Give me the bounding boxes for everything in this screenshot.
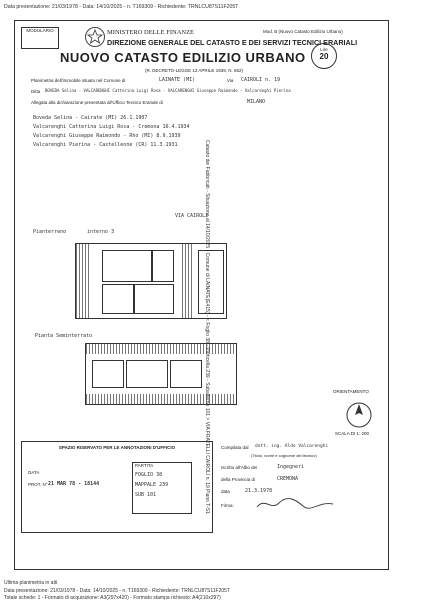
room <box>92 360 124 388</box>
ground-floor-label: Pianterreno <box>33 229 67 235</box>
room <box>126 360 168 388</box>
allegata-label: Allegata alla dichiarazione presentata all'Ufficio Tecnico Erariale di <box>31 100 163 105</box>
room <box>134 284 174 314</box>
ground-floor-note: interno 3 <box>87 229 115 235</box>
compiled-label: Compilata dal <box>221 445 249 450</box>
ditta-label: Ditta <box>31 89 41 94</box>
direction: DIREZIONE GENERALE DEL CATASTO E DEI SERVIZI TECNICI ERARIALI <box>107 38 358 47</box>
signature-label: Firma: <box>221 503 234 508</box>
compiled-role: (Titolo, nome e cognome del tecnico) <box>251 453 317 458</box>
orientation-label: ORIENTAMENTO <box>333 389 369 394</box>
room <box>102 250 152 282</box>
room <box>102 284 134 314</box>
north-arrow-icon <box>345 401 373 429</box>
comune-value: LAINATE (MI) <box>159 77 196 83</box>
basement-plan <box>85 343 237 405</box>
republic-emblem-icon <box>85 27 105 47</box>
prot-label: PROT. N° <box>28 482 48 487</box>
via-label: Via <box>227 78 234 83</box>
owner-1: Boveda Selina - Cairate (MI) 26.1.1907 <box>33 115 148 121</box>
planimetry-sheet <box>14 20 389 570</box>
owner-4: Valcarenghi Pierina - Castelleone (CR) 11.3.1931 <box>33 142 178 148</box>
foglio-value: FOGLIO 38 <box>135 472 163 478</box>
basement-label: Pianta Seminterrato <box>35 333 93 339</box>
prot-value: 21 MAR 78 - 18144 <box>48 481 100 487</box>
wall-hatch <box>76 244 90 318</box>
sub-value: SUB 101 <box>135 492 157 498</box>
albo-label: Iscritto all'Albo dei <box>221 465 258 470</box>
ufficio-value: MILANO <box>247 99 266 105</box>
signature-image <box>255 497 335 511</box>
planimetry-label: Planimetria dell'immobile situato nel Comune di <box>31 78 126 83</box>
via-value: CAIROLI n. 19 <box>241 77 281 83</box>
revenue-stamp <box>311 43 337 69</box>
data-label: DATA <box>28 470 40 475</box>
footer-line-2: Totale schede: 1 - Formato di acquisizione: A3(297x420) - Formato stampa richiesto: A4(210x297) <box>4 595 221 601</box>
date-value: 21.3.1978 <box>245 488 273 494</box>
stair-hatch <box>182 244 194 318</box>
mappale-value: MAPPALE 239 <box>135 482 169 488</box>
page-title: NUOVO CATASTO EDILIZIO URBANO <box>60 50 306 65</box>
ditta-value: BOVEDA Selina - VALCARENGHI Catterina Luigi Rosa - VALCARENGHI Giuseppe Raimondo - Valcarenghi Pierina <box>45 88 291 93</box>
header-line: Data presentazione: 21/03/1978 - Data: 14/10/2025 - n. T169309 - Richiedente: TRNLCU87S11F205T <box>4 4 239 10</box>
partita-label: PARTITA <box>135 463 154 468</box>
form-id: Mod. B (Nuovo Catasto Edilizio Urbano) <box>263 29 343 34</box>
albo-value: Ingegneri <box>277 464 305 470</box>
room <box>152 250 174 282</box>
modulario-box <box>21 27 59 49</box>
side-text: Catasto dei Fabbricati - Situazione al 14/10/2025 - Comune di LAINATE(E415) - < Foglio 38 - Particella 239 - Subalterno 101 > VIA FRATELLI CAIROLI n. 19 Piano T-S1 <box>204 140 210 514</box>
wall-hatch <box>86 344 236 354</box>
room <box>170 360 202 388</box>
room <box>198 250 224 314</box>
wall-hatch <box>86 394 236 404</box>
owner-2: Valcarenghi Catterina Luigi Rosa - Cremona 16.4.1934 <box>33 124 190 130</box>
street-label: VIA CAIROLI <box>175 213 209 219</box>
date-label: data <box>221 489 230 494</box>
province-label: della Provincia di <box>221 477 256 482</box>
modulario-label: MODULARIO <box>26 28 54 33</box>
stamp-value: 20 <box>319 52 329 61</box>
footer-line-1: Data presentazione: 21/03/1978 - Data: 14/10/2025 - n. T169309 - Richiedente: TRNLCU87S11F205T <box>4 588 230 594</box>
reserved-box <box>21 441 213 533</box>
scale-label: SCALA DI 1: 200 <box>335 431 370 436</box>
law-line: (R. DECRETO-LEGGE 13 APRILE 1939, N. 652) <box>145 68 243 73</box>
owner-3: Valcarenghi Giuseppe Raimondo - Rho (MI) 8.9.1939 <box>33 133 181 139</box>
ministry: MINISTERO DELLE FINANZE <box>107 29 195 36</box>
reserved-title: SPAZIO RISERVATO PER LE ANNOTAZIONI D'UFFICIO <box>58 445 176 450</box>
stamp-label: Lire <box>320 47 328 52</box>
compiled-by: dott. ing. Aldo Valcarenghi <box>255 444 329 449</box>
partita-stamp <box>132 462 192 514</box>
footer-note: Ultima planimetria in atti <box>4 580 58 586</box>
province-value: CREMONA <box>277 476 299 482</box>
